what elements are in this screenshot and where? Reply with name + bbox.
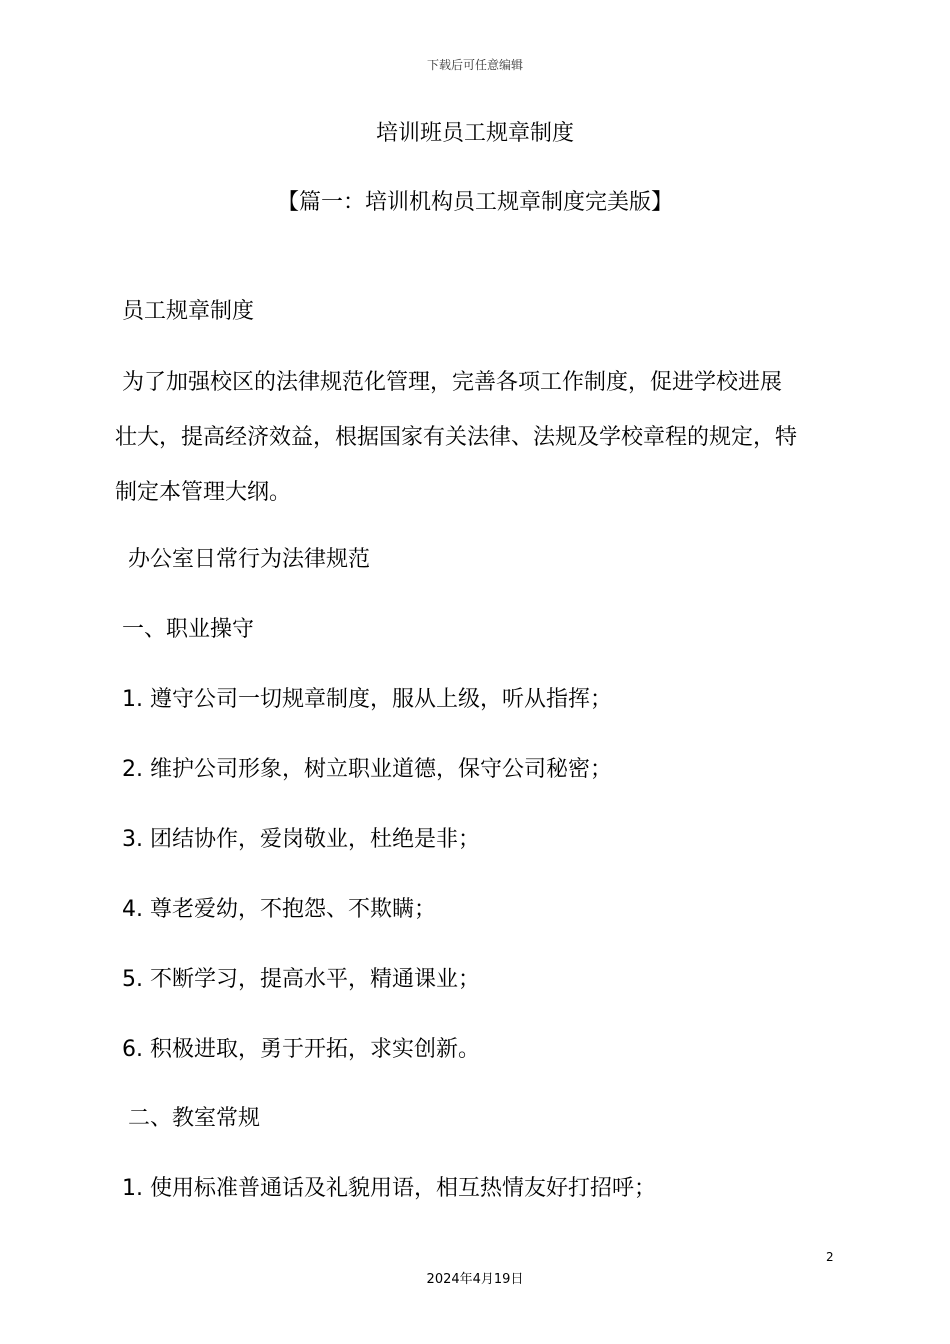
intro-line: 制定本管理大纲。 [115, 480, 292, 505]
list-item: 2. 维护公司形象，树立职业道德，保守公司秘密； [122, 757, 612, 782]
document-subtitle: 【篇一：培训机构员工规章制度完美版】 [276, 190, 673, 215]
footer-date: 2024年4月19日 [426, 1272, 524, 1287]
list-item: 1. 遵守公司一切规章制度，服从上级，听从指挥； [122, 687, 612, 712]
document-title: 培训班员工规章制度 [375, 121, 574, 146]
page-number: 2 [826, 1250, 834, 1264]
list-item: 1. 使用标准普通话及礼貌用语，相互热情友好打招呼； [122, 1176, 656, 1201]
section-heading: 员工规章制度 [122, 299, 255, 324]
list-item: 4. 尊老爱幼，不抱怨、不欺瞒； [122, 897, 436, 922]
list-item: 3. 团结协作，爱岗敬业，杜绝是非； [122, 827, 480, 852]
intro-line: 壮大，提高经济效益，根据国家有关法律、法规及学校章程的规定，特 [115, 425, 798, 450]
part1-heading: 一、职业操守 [122, 617, 255, 642]
header-note: 下载后可任意编辑 [426, 58, 523, 72]
list-item: 6. 积极进取，勇于开拓，求实创新。 [122, 1037, 480, 1062]
office-heading: 办公室日常行为法律规范 [128, 547, 371, 572]
list-item: 5. 不断学习，提高水平，精通课业； [122, 967, 480, 992]
part2-heading: 二、教室常规 [128, 1106, 261, 1131]
intro-line: 为了加强校区的法律规范化管理，完善各项工作制度，促进学校进展 [122, 370, 783, 395]
